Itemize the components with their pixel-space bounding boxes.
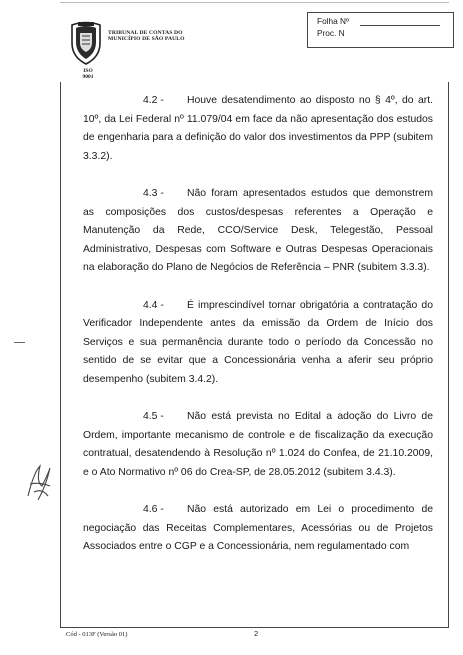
paragraph-4-4	[83, 297, 433, 390]
item-text: Não foram apresentados estudos que demonstrem as composições dos custos/despesas referentes a Operação e Manutenção da Rede, CCO/Service Desk, Telegestão, Pessoal Administrativo, Despesas com Software e Outras Despesas Operacionais na elaboração do Plano de Negócios de Referência – PNR (subitem 3.3.3).	[83, 188, 433, 273]
form-code: Cód - 013F (Versão 01)	[66, 631, 128, 638]
paragraph-4-6	[83, 501, 433, 557]
proc-label: Proc. N	[317, 28, 345, 38]
item-text: Não está prevista no Edital a adoção do Livro de Ordem, importante mecanismo de controle e de fiscalização da execução contratual, desatendendo à Resolução nº 1.024 do Confea, de 21.10.2009, e o Ato Normativo nº 06 do Crea-SP, de 28.05.2012 (subitem 3.4.3).	[83, 411, 433, 478]
folha-underline	[360, 25, 440, 26]
org-line-1: TRIBUNAL DE CONTAS DO	[108, 30, 183, 36]
item-number: 4.5 -	[143, 411, 164, 422]
org-line-2: MUNICÍPIO DE SÃO PAULO	[108, 36, 185, 43]
item-number: 4.2 -	[143, 95, 164, 106]
top-border	[60, 2, 449, 3]
organization-name	[108, 30, 228, 43]
item-number: 4.4 -	[143, 299, 164, 311]
item-text: Não está autorizado em Lei o procedimento de negociação das Receitas Complementares, Acessórias ou de Projetos Associados entre o CGP e a Concessionária, nem regulamentado com	[83, 504, 433, 552]
paragraph-4-3	[83, 185, 433, 278]
document-body	[83, 92, 433, 576]
iso-number: 9001	[82, 74, 94, 81]
margin-mark	[14, 342, 25, 343]
item-text: É imprescindível tornar obrigatória a contratação do Verificador Independente antes da emissão da Ordem de Início dos Serviços e sua permanência durante todo o período da Concessão no sentido de se evitar que a Concessionária venha a aferir seu próprio desempenho (subitem 3.4.2).	[83, 299, 433, 385]
paragraph-4-2	[83, 92, 433, 166]
footer-border	[60, 627, 449, 628]
iso-text: ISO	[83, 68, 93, 74]
folha-label: Folha Nº	[317, 16, 350, 26]
iso-label	[78, 68, 98, 80]
item-number: 4.3 -	[143, 188, 164, 199]
item-number: 4.6 -	[143, 504, 164, 515]
page-number: 2	[254, 629, 259, 638]
item-text: Houve desatendimento ao disposto no § 4º, do art. 10º, da Lei Federal nº 11.079/04 em face da não apresentação dos estudos de engenharia para a definição do valor dos investimentos da PPP (subitem 3.3.2).	[83, 95, 433, 162]
handwritten-initials	[24, 462, 54, 504]
folha-proc-box	[307, 12, 454, 48]
paragraph-4-5	[83, 408, 433, 482]
